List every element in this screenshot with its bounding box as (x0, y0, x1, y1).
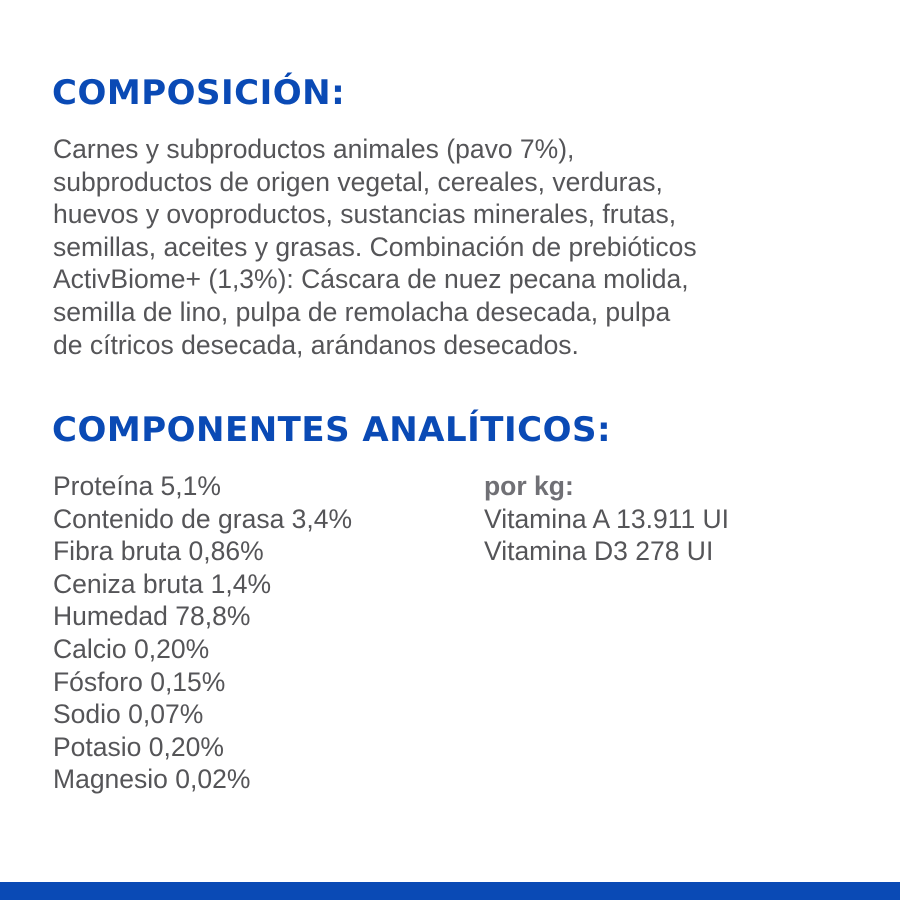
composition-line: ActivBiome+ (1,3%): Cáscara de nuez pecana molida, (53, 264, 689, 295)
analytics-item-potassium: Potasio 0,20% (53, 731, 224, 762)
analytics-item-fat: Contenido de grasa 3,4% (53, 503, 353, 534)
analytics-item-ash: Ceniza bruta 1,4% (53, 568, 272, 599)
analytics-item-sodium: Sodio 0,07% (53, 699, 204, 730)
composition-line: semillas, aceites y grasas. Combinación de prebióticos (53, 231, 697, 262)
composition-line: Carnes y subproductos animales (pavo 7%), (53, 134, 575, 164)
analytics-item-fiber: Fibra bruta 0,86% (53, 536, 264, 567)
composition-line: huevos y ovoproductos, sustancias minerales, frutas, (53, 199, 677, 230)
analytics-item-magnesium: Magnesio 0,02% (53, 764, 251, 795)
composition-line: semilla de lino, pulpa de remolacha desecada, pulpa (53, 296, 671, 327)
analytics-list (53, 470, 352, 796)
analytics-heading: COMPONENTES ANALÍTICOS: (52, 410, 612, 450)
composition-line: de cítricos desecada, arándanos desecados. (53, 329, 579, 360)
analytics-item-moisture: Humedad 78,8% (53, 601, 251, 632)
vitamin-a: Vitamina A 13.911 UI (484, 503, 730, 534)
composition-text (53, 133, 883, 361)
analytics-item-calcium: Calcio 0,20% (53, 633, 210, 664)
footer-bar (0, 882, 900, 900)
vitamin-d3: Vitamina D3 278 UI (484, 536, 714, 567)
per-kg-label: por kg: (484, 471, 574, 501)
composition-heading: COMPOSICIÓN: (52, 73, 346, 113)
vitamins-list (484, 503, 729, 568)
analytics-item-protein: Proteína 5,1% (53, 471, 221, 501)
vitamins-block (484, 470, 729, 568)
analytics-item-phosphorus: Fósforo 0,15% (53, 666, 226, 697)
composition-line: subproductos de origen vegetal, cereales, verduras, (53, 166, 663, 197)
